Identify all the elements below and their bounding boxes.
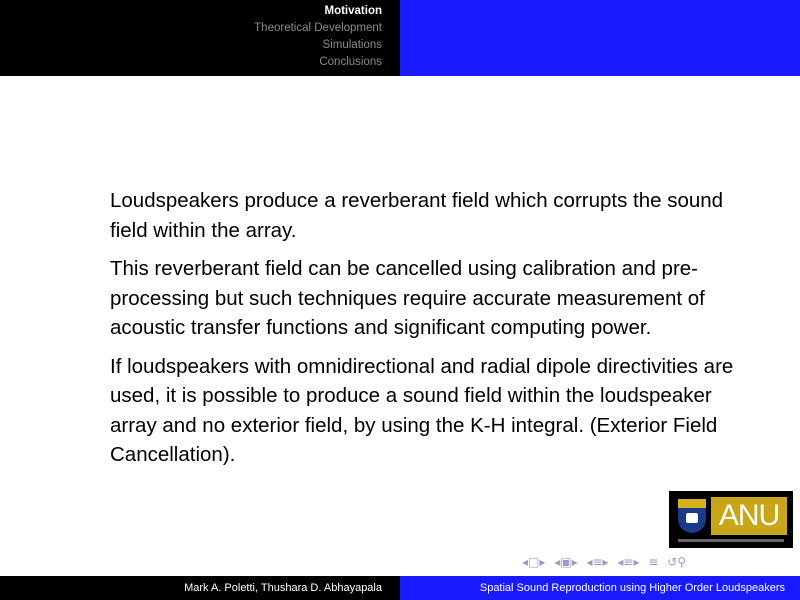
anu-logo xyxy=(669,491,793,548)
slide-footer xyxy=(0,576,800,600)
anu-wordmark-box xyxy=(711,497,787,535)
section-link-simulations[interactable]: Simulations xyxy=(322,39,382,51)
section-link-theoretical-development[interactable]: Theoretical Development xyxy=(254,22,382,34)
section-navigation xyxy=(254,3,382,71)
nav-search-icon[interactable]: ↺⚲ xyxy=(667,555,687,569)
section-link-conclusions[interactable]: Conclusions xyxy=(319,56,382,68)
header-right-panel xyxy=(400,0,800,76)
body-paragraph: If loudspeakers with omnidirectional and radial dipole directivities are used, it is possible to produce a sound field within the loudspeaker array and no exterior field, by using the K-H integral. (Exterior Field Cancellation). xyxy=(110,354,734,466)
body-paragraph: This reverberant field can be cancelled using calibration and pre-processing but such techniques require accurate measurement of acoustic transfer functions and significant computing power. xyxy=(110,257,705,339)
section-link-motivation[interactable]: Motivation xyxy=(324,5,382,17)
nav-subsection-icon[interactable]: ◂≡▸ xyxy=(586,555,609,569)
beamer-navigation xyxy=(522,555,691,571)
logo-underline xyxy=(678,539,784,542)
nav-frame-prev-icon[interactable]: ◂□▸ xyxy=(522,555,546,569)
nav-frame-next-icon[interactable]: ◂▣▸ xyxy=(554,555,578,569)
anu-wordmark: ANU xyxy=(718,499,780,532)
anu-crest-icon xyxy=(678,499,706,533)
footer-title: Spatial Sound Reproduction using Higher Order Loudspeakers xyxy=(400,576,800,600)
body-paragraph: Loudspeakers produce a reverberant field which corrupts the sound field within the array. xyxy=(110,189,724,242)
footer-authors: Mark A. Poletti, Thushara D. Abhayapala xyxy=(0,576,400,600)
slide-body xyxy=(110,186,750,479)
nav-section-icon[interactable]: ◂≡▸ xyxy=(617,555,640,569)
slide-header xyxy=(0,0,800,76)
nav-align-icon[interactable]: ≡ xyxy=(648,555,659,569)
header-left-panel xyxy=(0,0,400,76)
